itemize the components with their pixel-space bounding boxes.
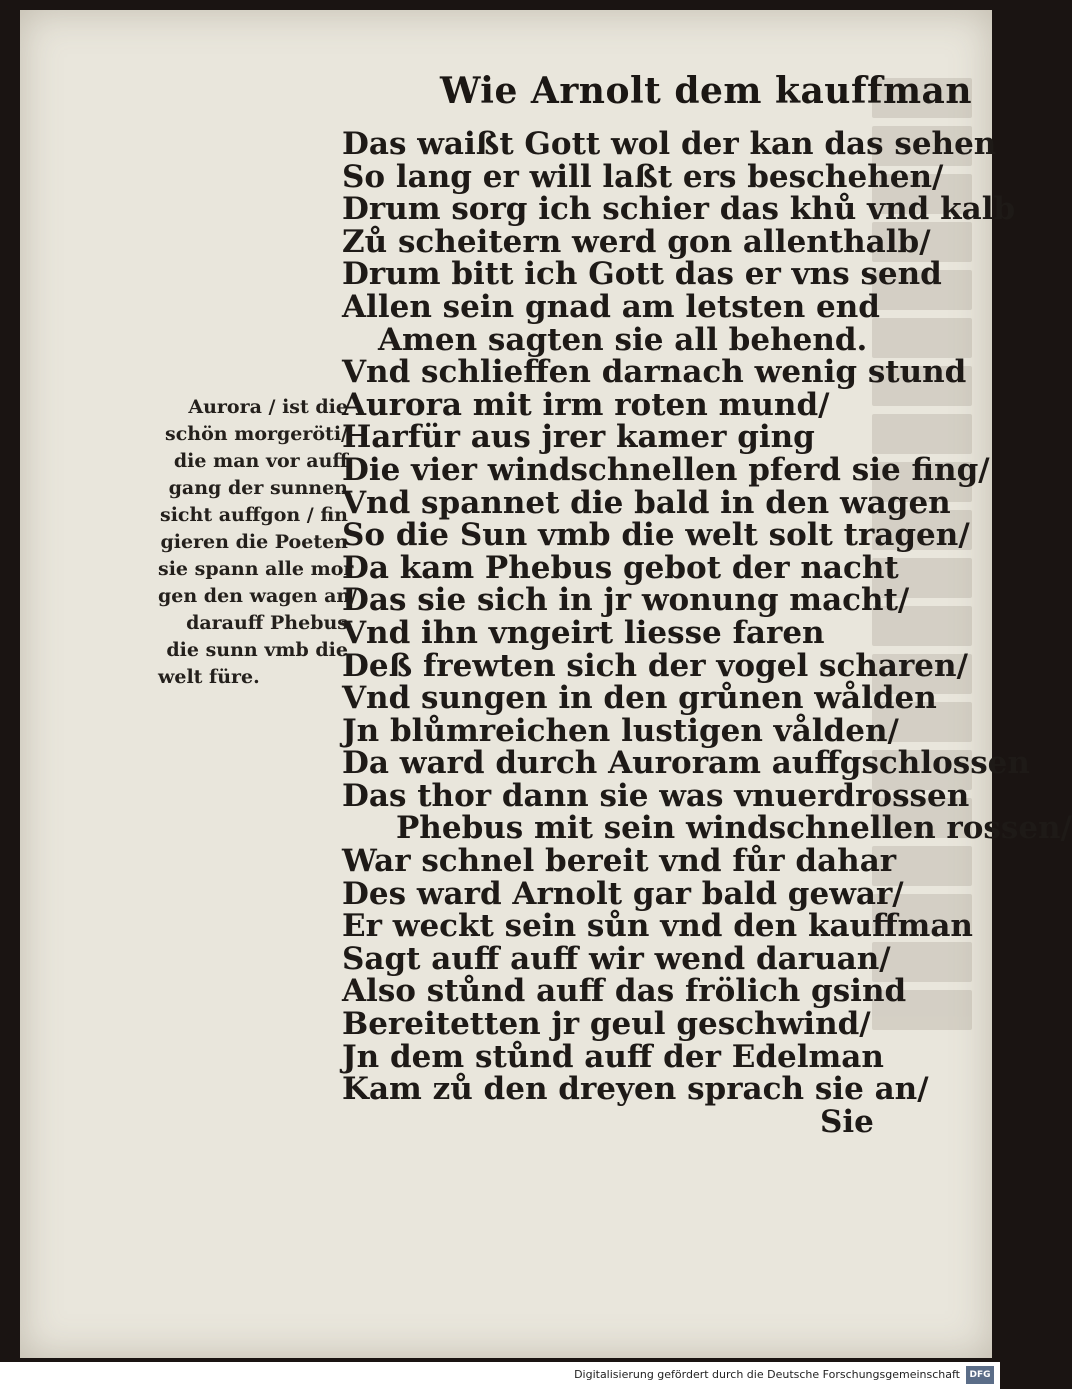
verse-line: So die Sun vmb die welt solt tragen/ xyxy=(342,517,970,554)
note-line: Aurora / ist die xyxy=(188,396,348,418)
note-line: gang der sunnen xyxy=(168,477,348,499)
catchword: Sie xyxy=(820,1104,874,1140)
verse-line: Vnd ihn vngeirt liesse faren xyxy=(342,614,825,651)
verse-line: Das thor dann sie was vnuerdrossen xyxy=(342,777,970,814)
note-line: welt füre. xyxy=(158,666,260,688)
verse-line: Jn dem stůnd auff der Edelman xyxy=(342,1038,884,1075)
verse-line: Also stůnd auff das frölich gsind xyxy=(342,973,907,1010)
note-line: sie spann alle mor xyxy=(158,558,354,580)
note-line: schön morgeröti/ xyxy=(165,423,348,445)
verse-line: Aurora mit irm roten mund/ xyxy=(342,386,830,423)
note-line: gieren die Poeten xyxy=(160,531,348,553)
verse-line: War schnel bereit vnd fůr dahar xyxy=(342,843,897,880)
book-page xyxy=(20,10,1072,1358)
verse-line: Sagt auff auff wir wend daruan/ xyxy=(342,940,891,977)
verse-line: Jn blůmreichen lustigen vålden/ xyxy=(342,712,899,749)
verse-line: Er weckt sein sůn vnd den kauffman xyxy=(342,908,973,945)
verse-line: Das waißt Gott wol der kan das sehen xyxy=(342,126,997,162)
note-line: darauff Phebus xyxy=(186,612,348,634)
verse-line: Zů scheitern werd gon allenthalb/ xyxy=(342,223,931,260)
funding-credit: Digitalisierung gefördert durch die Deutsche Forschungsgemeinschaft xyxy=(574,1368,960,1381)
note-line: gen den wagen an/ xyxy=(158,585,358,607)
verse-line: Vnd schlieffen darnach wenig stund xyxy=(342,354,967,391)
verse-line: Allen sein gnad am letsten end xyxy=(342,288,880,325)
running-header: Wie Arnolt dem kauffman xyxy=(440,70,973,112)
verse-line: Kam zů den dreyen sprach sie an/ xyxy=(342,1071,929,1108)
verse-line: Deß frewten sich der vogel scharen/ xyxy=(342,647,968,684)
verse-line: Vnd sungen in den grůnen wålden xyxy=(342,680,937,717)
note-line: die man vor auff xyxy=(173,450,348,472)
verse-line: Phebus mit sein windschnellen rossen/ xyxy=(396,810,1072,847)
verse-line: Bereitetten jr geul geschwind/ xyxy=(342,1006,871,1043)
note-line: die sunn vmb die xyxy=(166,639,348,661)
footer-bar xyxy=(0,1362,1000,1389)
verse-line: Harfür aus jrer kamer ging xyxy=(342,419,815,456)
verse-line: Die vier windschnellen pferd sie fing/ xyxy=(342,451,990,488)
dfg-logo: DFG xyxy=(966,1366,994,1384)
verse-line: Das sie sich in jr wonung macht/ xyxy=(342,582,910,619)
verse-line: So lang er will laßt ers beschehen/ xyxy=(342,158,944,195)
verse-line: Amen sagten sie all behend. xyxy=(378,321,868,358)
verse-line: Des ward Arnolt gar bald gewar/ xyxy=(342,875,904,912)
note-line: sicht auffgon / fin xyxy=(160,504,348,526)
verse-line: Drum sorg ich schier das khů vnd kalb xyxy=(342,191,1016,228)
verse-line: Vnd spannet die bald in den wagen xyxy=(342,484,951,521)
marginal-note xyxy=(158,394,358,691)
verse-line: Da ward durch Auroram auffgschlossen xyxy=(342,745,1030,782)
verse-block xyxy=(342,126,1072,1108)
verse-line: Drum bitt ich Gott das er vns send xyxy=(342,256,942,293)
verse-line: Da kam Phebus gebot der nacht xyxy=(342,549,899,586)
